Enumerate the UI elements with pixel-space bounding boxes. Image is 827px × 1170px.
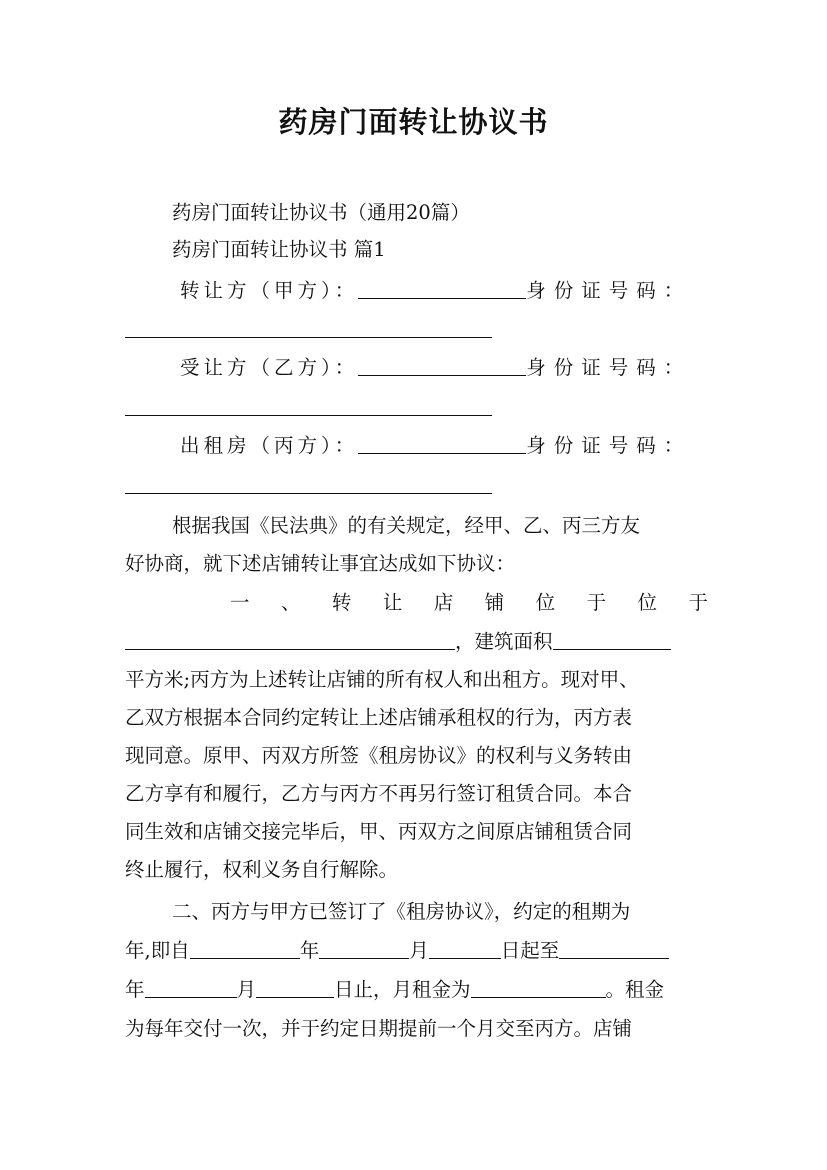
start-day-blank (429, 938, 501, 959)
chapter-heading: 药房门面转让协议书 篇1 (172, 238, 386, 261)
party-a-id-row (125, 312, 710, 348)
clause1-char: 一 (230, 591, 250, 614)
party-a-label: 转让方（甲方）： (180, 279, 359, 302)
clause1-char: 于 (688, 591, 708, 614)
area-blank (553, 629, 671, 650)
end-day-blank (256, 977, 334, 998)
party-b-id-label: 身份证号码： (526, 356, 692, 379)
area-label: ，建筑面积 (455, 630, 553, 653)
party-c-id-blank (125, 473, 492, 494)
clause2-line-3 (125, 972, 710, 1008)
clause1-char: 位 (637, 591, 658, 614)
party-c-label: 出租房（丙方）： (180, 434, 359, 457)
lease-year-text: 年,即自 (125, 939, 190, 962)
start-month-blank (319, 938, 409, 959)
month-text: 月 (236, 978, 257, 1001)
start-until-text: 日起至 (500, 939, 560, 962)
clause1-line-5: 现同意。原甲、丙双方所签《租房协议》的权利与义务转由 (125, 744, 633, 767)
document-title: 药房门面转让协议书 (278, 105, 549, 139)
clause2-line-2 (125, 933, 710, 969)
start-year-blank (190, 938, 300, 959)
party-row-b (125, 350, 710, 386)
clause1-line-6: 乙方享有和履行，乙方与丙方不再另行签订租赁合同。本合 (125, 782, 633, 805)
party-c-id-row (125, 468, 710, 504)
party-a-name-blank (358, 278, 526, 299)
rent-suffix-text: 。租金 (605, 978, 665, 1001)
party-c-name-blank (358, 433, 526, 454)
end-month-blank (145, 977, 237, 998)
clause1-line-4: 乙双方根据本合同约定转让上述店铺承租权的行为，丙方表 (125, 706, 633, 729)
party-c-id-label: 身份证号码： (526, 434, 692, 457)
clause2-line-4: 为每年交付一次，并于约定日期提前一个月交至丙方。店铺 (125, 1017, 633, 1040)
clause1-char: 、 (280, 591, 301, 614)
preamble-line-1: 根据我国《民法典》的有关规定，经甲、乙、丙三方友 (172, 514, 641, 537)
clause1-line-7: 同生效和店铺交接完毕后，甲、丙双方之间原店铺租赁合同 (125, 820, 633, 843)
party-row-a (125, 273, 710, 309)
party-b-id-row (125, 390, 710, 426)
party-b-label: 受让方（乙方）： (180, 356, 359, 379)
clause1-line-3: 平方米;丙方为上述转让店铺的所有权人和出租方。现对甲、 (125, 668, 639, 691)
clause1-char: 于 (586, 591, 607, 614)
end-year-blank (559, 938, 669, 959)
clause2-line-1: 二、丙方与甲方已签订了《租房协议》，约定的租期为 (172, 900, 631, 923)
year-text: 年 (299, 939, 320, 962)
party-a-id-label: 身份证号码： (526, 279, 692, 302)
party-b-name-blank (358, 355, 526, 376)
subtitle: 药房门面转让协议书（通用20篇） (172, 201, 470, 224)
clause1-line-2 (125, 624, 710, 660)
clause1-char: 店 (433, 591, 454, 614)
party-row-c (125, 428, 710, 464)
clause1-line-8: 终止履行，权利义务自行解除。 (125, 858, 399, 881)
clause1-char: 让 (382, 591, 403, 614)
rent-text: 日止，月租金为 (334, 978, 471, 1001)
month-text: 月 (409, 939, 429, 962)
clause1-char: 铺 (484, 591, 505, 614)
party-b-id-blank (125, 395, 492, 416)
party-a-id-blank (125, 317, 492, 338)
clause1-line-1 (125, 585, 708, 621)
rent-blank (471, 977, 606, 998)
preamble-line-2: 好协商，就下述店铺转让事宜达成如下协议： (125, 552, 516, 575)
year-text: 年 (125, 978, 145, 1001)
location-blank (125, 629, 455, 650)
clause1-char: 转 (331, 591, 352, 614)
clause1-char: 位 (535, 591, 556, 614)
